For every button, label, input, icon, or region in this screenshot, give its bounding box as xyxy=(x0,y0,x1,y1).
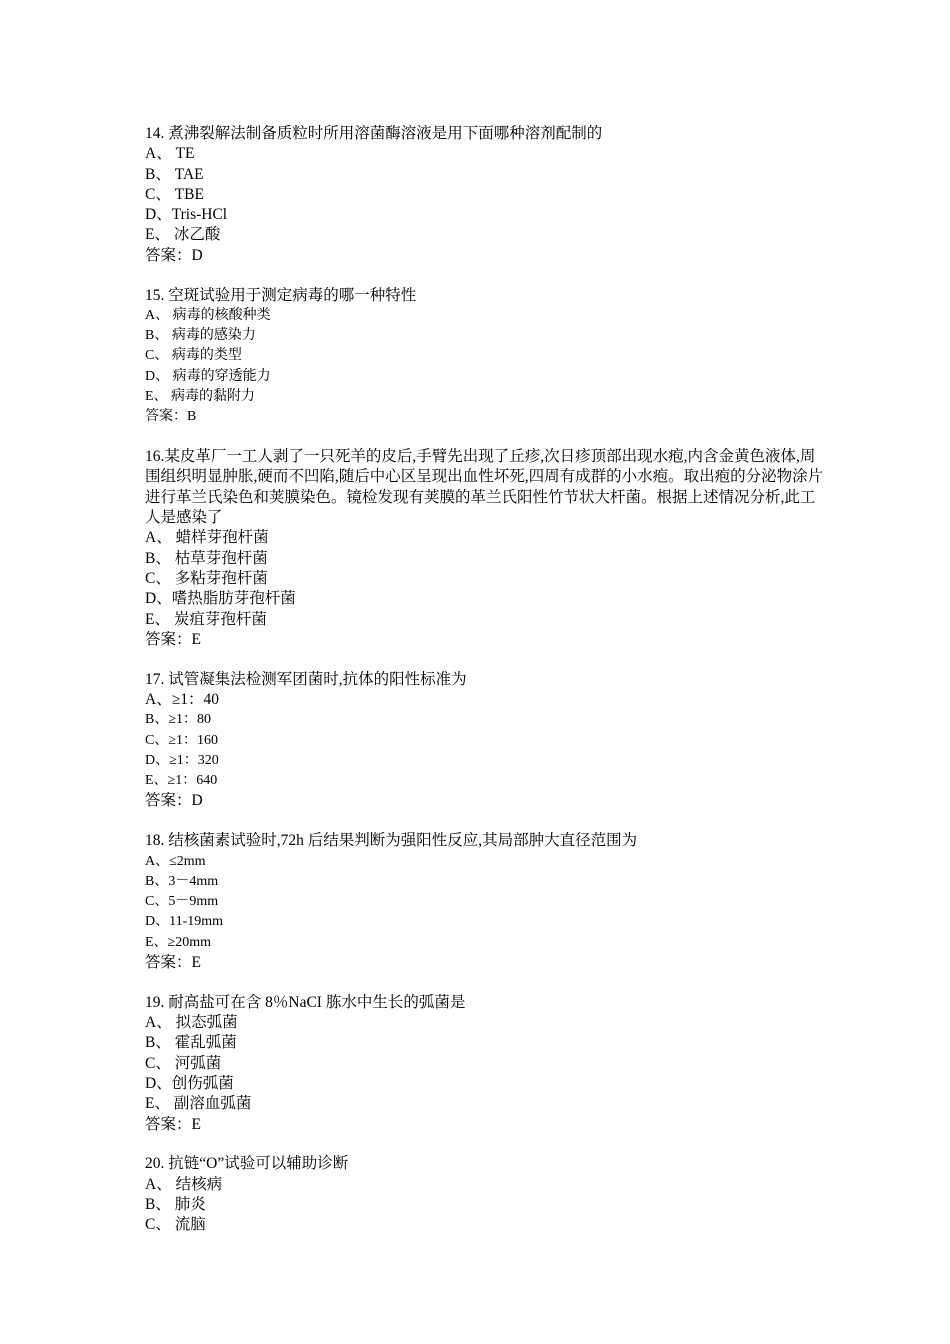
option-c: C、5－9mm xyxy=(145,894,219,910)
question-stem: 17. 试管凝集法检测军团菌时,抗体的阳性标准为 xyxy=(145,670,467,688)
question-stem: 15. 空斑试验用于测定病毒的哪一种特性 xyxy=(145,286,417,304)
answer: 答案：D xyxy=(145,792,203,810)
option-c: C、 多粘芽孢杆菌 xyxy=(145,569,268,587)
question-stem: 18. 结核菌素试验时,72h 后结果判断为强阳性反应,其局部肿大直径范围为 xyxy=(145,832,638,850)
option-a: A、≤2mm xyxy=(145,853,206,869)
option-b: B、 TAE xyxy=(145,165,204,183)
option-e: E、 炭疽芽孢杆菌 xyxy=(145,610,267,628)
option-e: E、 冰乙酸 xyxy=(145,226,221,244)
option-e: E、 副溶血弧菌 xyxy=(145,1095,252,1113)
document-page xyxy=(145,124,825,1255)
option-d: D、Tris-HCl xyxy=(145,206,228,224)
question-stem: 19. 耐高盐可在含 8％NaCI 胨水中生长的弧菌是 xyxy=(145,993,466,1011)
option-c: C、 河弧菌 xyxy=(145,1054,222,1072)
answer: 答案：B xyxy=(145,409,197,425)
option-d: D、11-19mm xyxy=(145,914,224,930)
answer: 答案：E xyxy=(145,630,201,648)
question-19 xyxy=(145,993,825,1135)
option-a: A、≥1：40 xyxy=(145,690,219,708)
question-stem: 16.某皮革厂一工人剥了一只死羊的皮后,手臂先出现了丘疹,次日疹顶部出现水疱,内含金黄色液体,周围组织明显肿胀,硬而不凹陷,随后中心区呈现出血性坏死,四周有成群的小水疱。取出疱的分泌物涂片进行革兰氏染色和荚膜染色。镜检发现有荚膜的革兰氏阳性竹节状大杆菌。根据上述情况分析,此工人是感染了 xyxy=(145,448,824,527)
option-b: B、 肺炎 xyxy=(145,1195,206,1213)
option-a: A、 蜡样芽孢杆菌 xyxy=(145,529,269,547)
option-d: D、 病毒的穿透能力 xyxy=(145,368,271,384)
option-d: D、嗜热脂肪芽孢杆菌 xyxy=(145,590,296,608)
question-14 xyxy=(145,124,825,266)
question-stem: 14. 煮沸裂解法制备质粒时所用溶菌酶溶液是用下面哪种溶剂配制的 xyxy=(145,125,603,142)
question-17 xyxy=(145,670,825,812)
option-c: C、 TBE xyxy=(145,185,204,203)
question-20 xyxy=(145,1154,825,1235)
option-b: B、 霍乱弧菌 xyxy=(145,1034,237,1052)
answer: 答案：D xyxy=(145,246,203,264)
option-a: A、 TE xyxy=(145,145,195,163)
question-18 xyxy=(145,831,825,973)
question-16 xyxy=(145,447,825,650)
option-b: B、≥1：80 xyxy=(145,712,212,728)
option-b: B、 枯草芽孢杆菌 xyxy=(145,549,268,567)
option-a: A、 病毒的核酸种类 xyxy=(145,307,271,323)
option-b: B、3－4mm xyxy=(145,873,219,889)
option-c: C、 病毒的类型 xyxy=(145,348,242,364)
option-e: E、≥1：640 xyxy=(145,773,218,789)
answer: 答案：E xyxy=(145,1115,201,1133)
option-a: A、 拟态弧菌 xyxy=(145,1014,238,1032)
option-c: C、≥1：160 xyxy=(145,732,219,748)
option-a: A、 结核病 xyxy=(145,1175,223,1193)
option-b: B、 病毒的感染力 xyxy=(145,328,256,344)
option-e: E、 病毒的黏附力 xyxy=(145,389,256,405)
option-e: E、≥20mm xyxy=(145,934,212,950)
question-15 xyxy=(145,286,825,428)
option-d: D、创伤弧菌 xyxy=(145,1074,234,1092)
option-d: D、≥1：320 xyxy=(145,752,219,768)
option-c: C、 流脑 xyxy=(145,1216,206,1234)
question-stem: 20. 抗链“O”试验可以辅助诊断 xyxy=(145,1155,349,1173)
answer: 答案：E xyxy=(145,953,201,971)
